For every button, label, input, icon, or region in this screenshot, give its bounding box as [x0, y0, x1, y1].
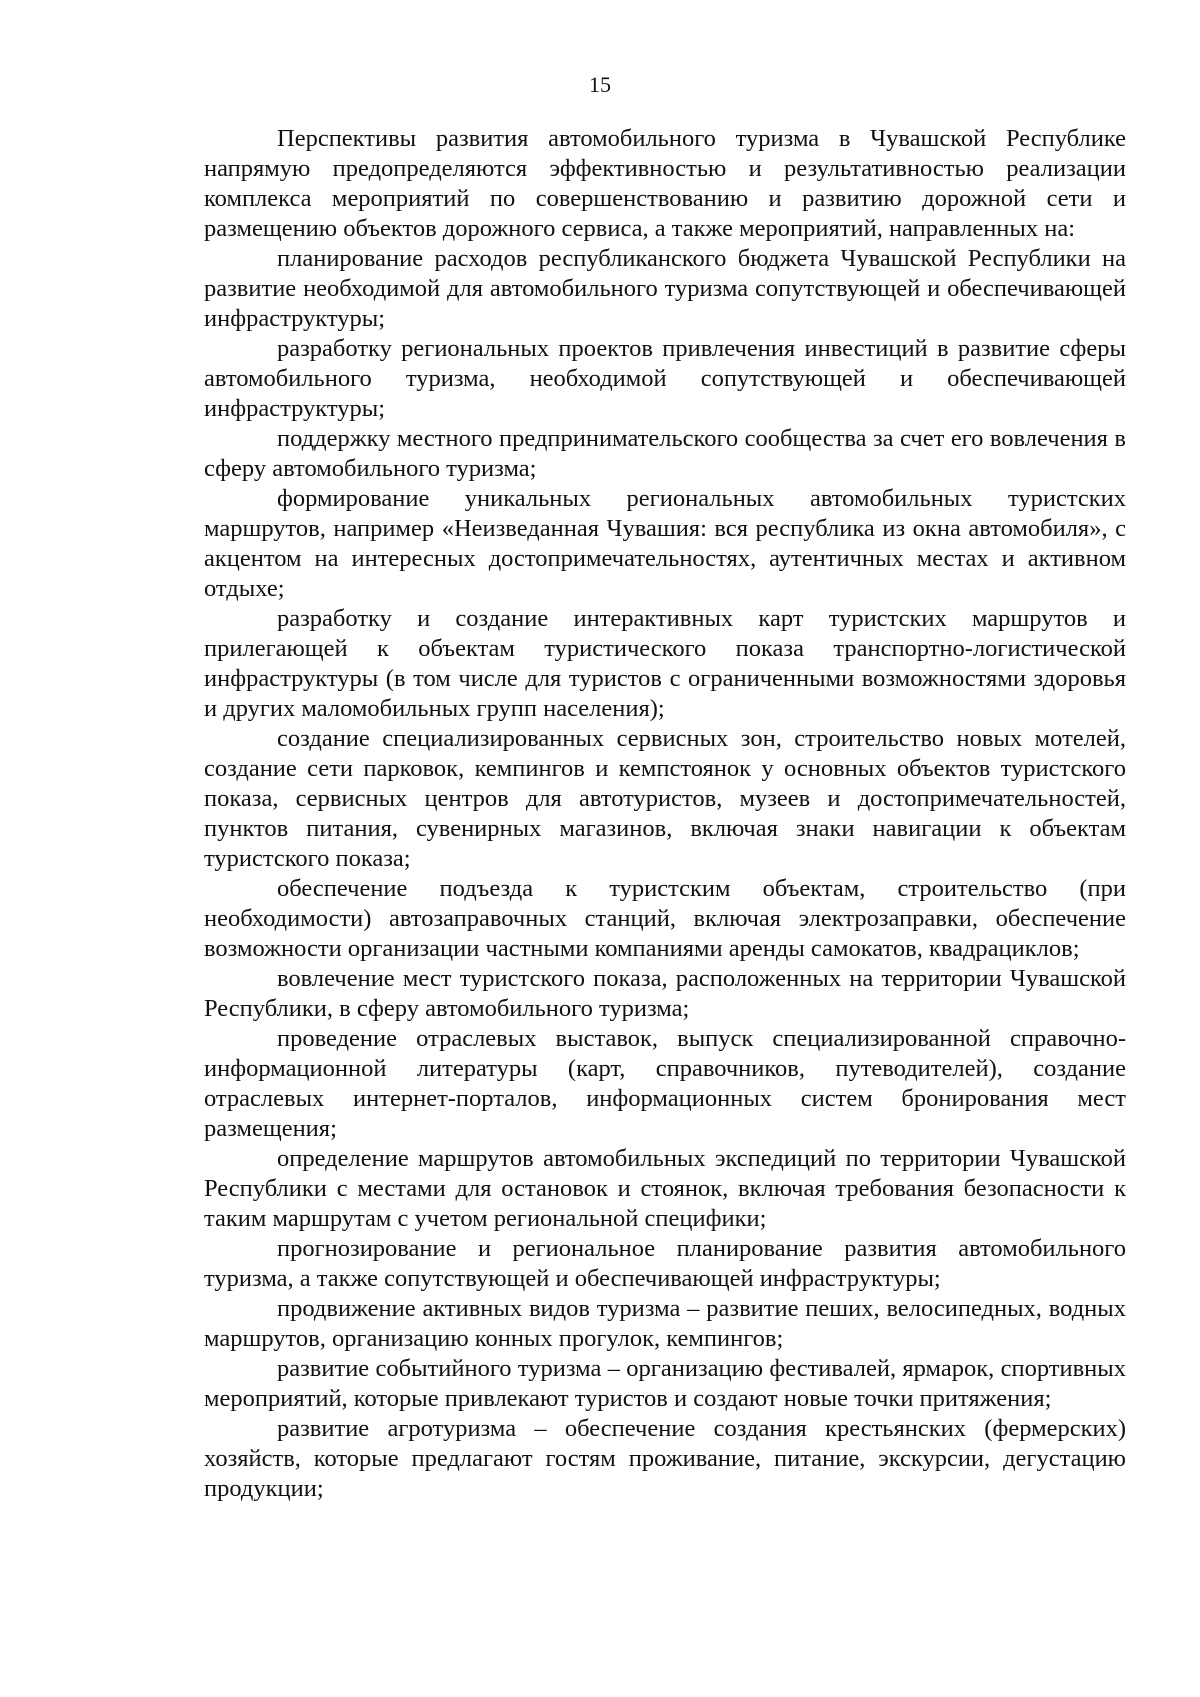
list-item-budget-planning: планирование расходов республиканского бюджета Чувашской Республики на развитие необходимой для автомобильного туризма сопутствующей и обеспечивающей инфраструктуры;	[204, 245, 1126, 332]
list-item-active-tourism: продвижение активных видов туризма – развитие пеших, велосипедных, водных маршрутов, организацию конных прогулок, кемпингов;	[204, 1295, 1126, 1352]
list-item-business-support: поддержку местного предпринимательского сообщества за счет его вовлечения в сферу автомобильного туризма;	[204, 425, 1126, 482]
list-item-unique-routes: формирование уникальных региональных автомобильных туристских маршрутов, например «Неизведанная Чувашия: вся республика из окна автомобиля», с акцентом на интересных достопримечательностях, аутентичных местах и активном отдыхе;	[204, 485, 1126, 602]
list-item-access-roads: обеспечение подъезда к туристским объектам, строительство (при необходимости) автозаправочных станций, включая электрозаправки, обеспечение возможности организации частными компаниями аренды самокатов, квадрациклов;	[204, 875, 1126, 962]
list-item-exhibitions: проведение отраслевых выставок, выпуск специализированной справочно-информационной литературы (карт, справочников, путеводителей), создание отраслевых интернет-порталов, информационных систем бронирования мест размещения;	[204, 1025, 1126, 1142]
list-item-investment-projects: разработку региональных проектов привлечения инвестиций в развитие сферы автомобильного туризма, необходимой сопутствующей и обеспечивающей инфраструктуры;	[204, 335, 1126, 422]
list-item-sites-involvement: вовлечение мест туристского показа, расположенных на территории Чувашской Республики, в сферу автомобильного туризма;	[204, 965, 1126, 1022]
list-item-forecasting: прогнозирование и региональное планирование развития автомобильного туризма, а также сопутствующей и обеспечивающей инфраструктуры;	[204, 1235, 1126, 1292]
list-item-event-tourism: развитие событийного туризма – организацию фестивалей, ярмарок, спортивных мероприятий, которые привлекают туристов и создают новые точки притяжения;	[204, 1355, 1126, 1412]
list-item-service-zones: создание специализированных сервисных зон, строительство новых мотелей, создание сети парковок, кемпингов и кемпстоянок у основных объектов туристского показа, сервисных центров для автотуристов, музеев и достопримечательностей, пунктов питания, сувенирных магазинов, включая знаки навигации к объектам туристского показа;	[204, 725, 1126, 872]
list-item-expedition-routes: определение маршрутов автомобильных экспедиций по территории Чувашской Республики с местами для остановок и стоянок, включая требования безопасности к таким маршрутам с учетом региональной специфики;	[204, 1145, 1126, 1232]
paragraph-intro: Перспективы развития автомобильного туризма в Чувашской Республике напрямую предопределяются эффективностью и результативностью реализации комплекса мероприятий по совершенствованию и развитию дорожной сети и размещению объектов дорожного сервиса, а также мероприятий, направленных на:	[204, 125, 1126, 242]
list-item-interactive-maps: разработку и создание интерактивных карт туристских маршрутов и прилегающей к объектам туристического показа транспортно-логистической инфраструктуры (в том числе для туристов с ограниченными возможностями здоровья и других маломобильных групп населения);	[204, 605, 1126, 722]
body-text	[204, 124, 1126, 1504]
page-number: 15	[589, 72, 611, 97]
list-item-agrotourism: развитие агротуризма – обеспечение создания крестьянских (фермерских) хозяйств, которые предлагают гостям проживание, питание, экскурсии, дегустацию продукции;	[204, 1415, 1126, 1502]
